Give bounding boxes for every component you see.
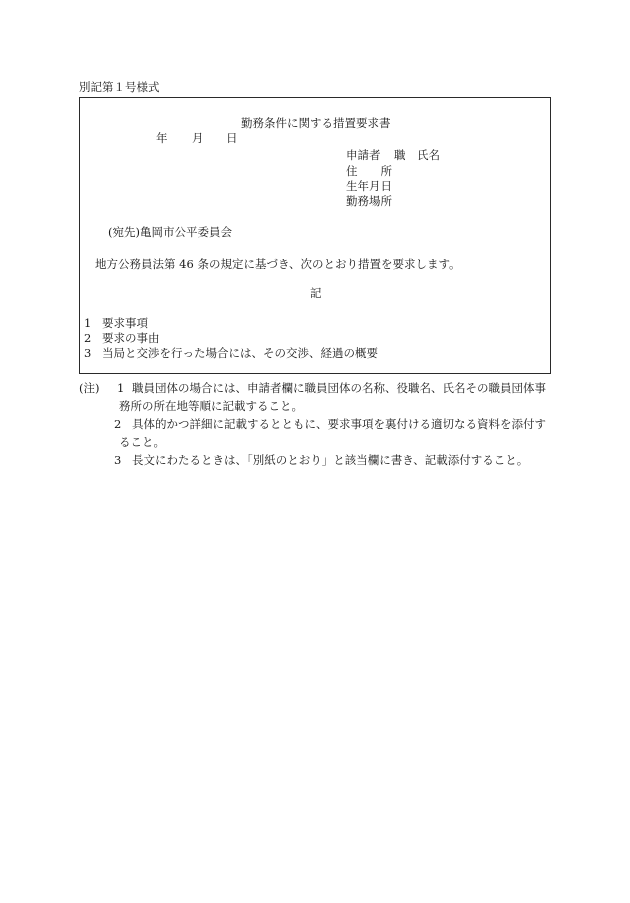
applicant-name-label: 職 氏名 [394, 148, 440, 162]
addressee: (宛先)亀岡市公平委員会 [108, 225, 232, 239]
item-number: 1 [84, 316, 92, 330]
applicant-title-label: 申請者 [346, 148, 381, 162]
item-text: 要求の事由 [102, 331, 160, 345]
date-day-unit: 日 [226, 131, 238, 145]
ki-heading: 記 [310, 286, 322, 300]
body-text: 地方公務員法第 46 条の規定に基づき、次のとおり措置を要求します。 [95, 257, 461, 271]
note-text-continued: ること。 [119, 435, 165, 449]
note-text: 長文にわたるときは、「別紙のとおり」と該当欄に書き、記載添付すること。 [132, 453, 529, 467]
item-number: 3 [84, 346, 92, 360]
note-number: 3 [114, 453, 122, 467]
applicant-address-label: 住 所 [346, 164, 392, 178]
date-month-unit: 月 [192, 131, 204, 145]
document-title: 勤務条件に関する措置要求書 [241, 116, 391, 130]
applicant-workplace-label: 勤務場所 [346, 194, 392, 208]
form-label: 別記第１号様式 [79, 80, 160, 94]
date-year-unit: 年 [156, 131, 168, 145]
notes-prefix: (注) [79, 381, 100, 395]
note-text-continued: 務所の所在地等順に記載すること。 [119, 399, 303, 413]
note-text: 職員団体の場合には、申請者欄に職員団体の名称、役職名、氏名その職員団体事 [132, 381, 546, 395]
note-number: 2 [114, 417, 122, 431]
applicant-birthdate-label: 生年月日 [346, 179, 392, 193]
item-text: 当局と交渉を行った場合には、その交渉、経過の概要 [102, 346, 378, 360]
item-text: 要求事項 [102, 316, 148, 330]
note-text: 具体的かつ詳細に記載するとともに、要求事項を裏付ける適切なる資料を添付す [132, 417, 546, 431]
item-number: 2 [84, 331, 92, 345]
note-number: 1 [117, 381, 125, 395]
